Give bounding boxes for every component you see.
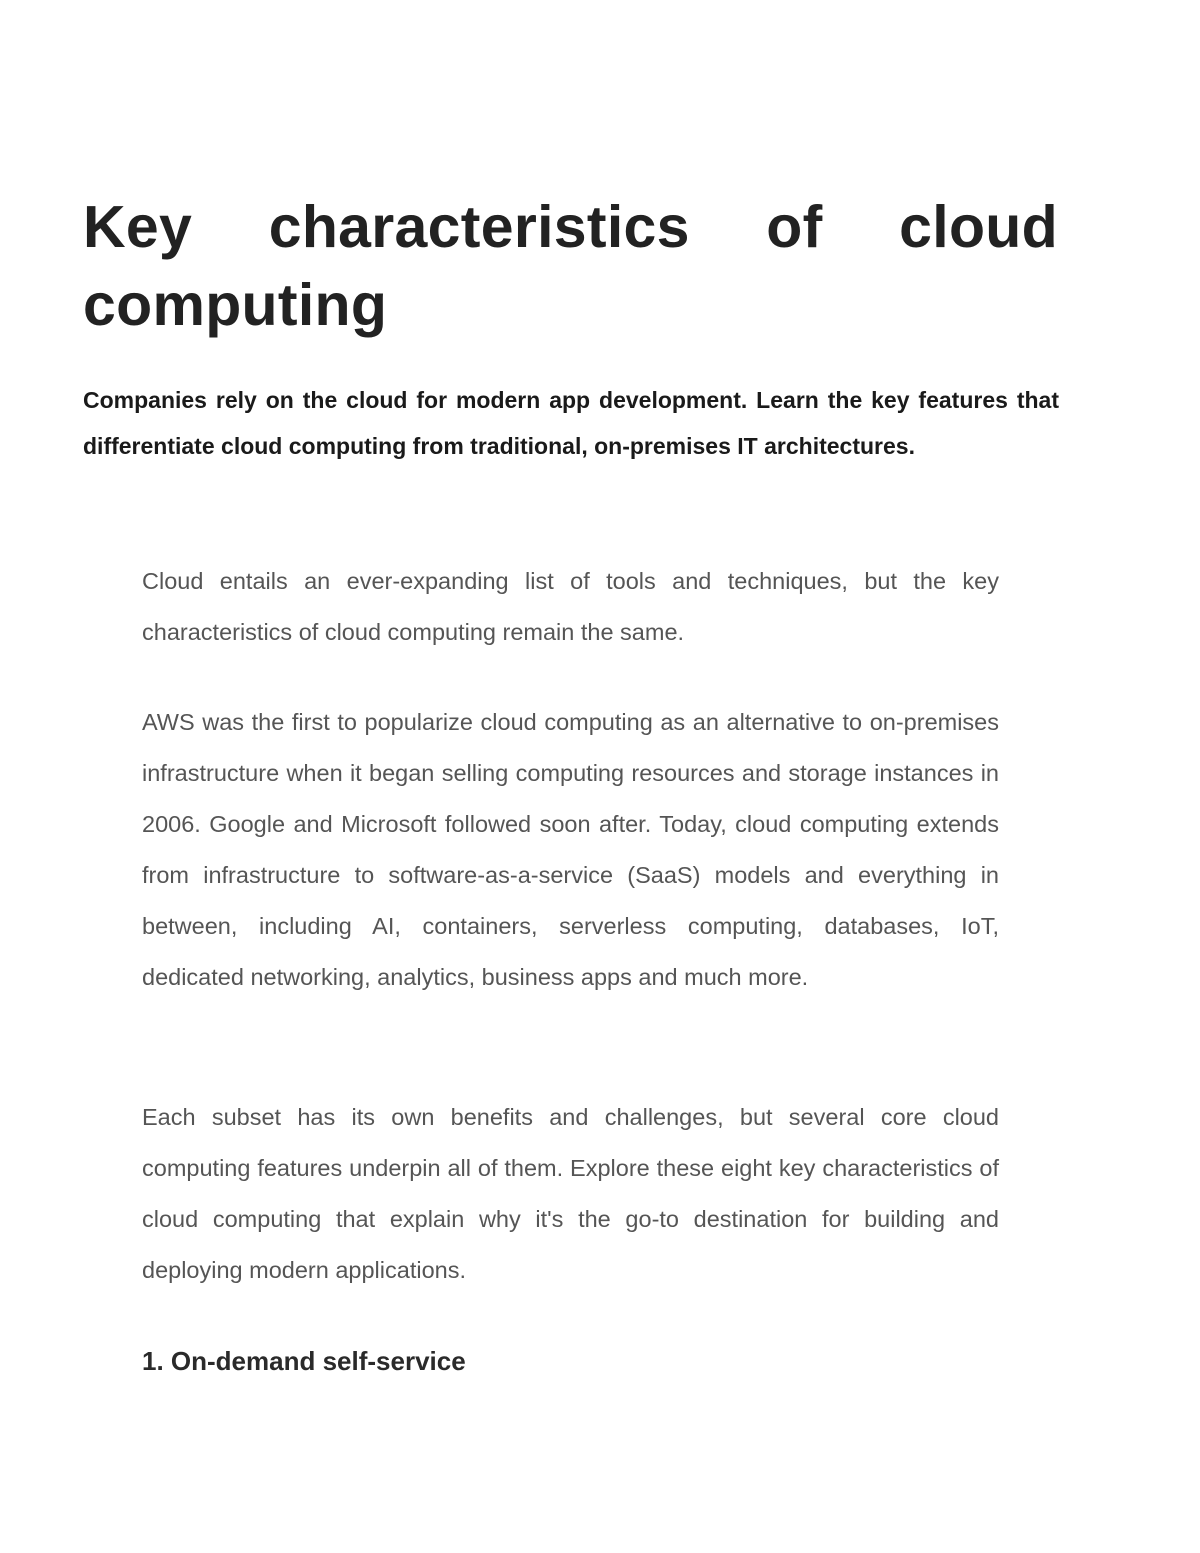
body-paragraph-1: Cloud entails an ever-expanding list of tools and techniques, but the key characteristics of cloud computing remain the same. xyxy=(142,568,999,645)
section-heading: 1. On-demand self-service xyxy=(142,1346,466,1376)
article-subtitle: Companies rely on the cloud for modern app development. Learn the key features that differentiate cloud computing from traditional, on-premises IT architectures. xyxy=(83,387,1059,459)
body-paragraph-3: Each subset has its own benefits and challenges, but several core cloud computing features underpin all of them. Explore these eight key characteristics of cloud computing that explain why it's the go-to destination for building and deploying modern applications. xyxy=(142,1104,999,1283)
article-title: Key characteristics of cloud computing xyxy=(83,194,1058,338)
body-paragraph-2: AWS was the first to popularize cloud computing as an alternative to on-premises infrastructure when it began selling computing resources and storage instances in 2006. Google and Microsoft followed soon after. Today, cloud computing extends from infrastructure to software-as-a-service (SaaS) models and everything in between, including AI, containers, serverless computing, databases, IoT, dedicated networking, analytics, business apps and much more. xyxy=(142,709,999,990)
